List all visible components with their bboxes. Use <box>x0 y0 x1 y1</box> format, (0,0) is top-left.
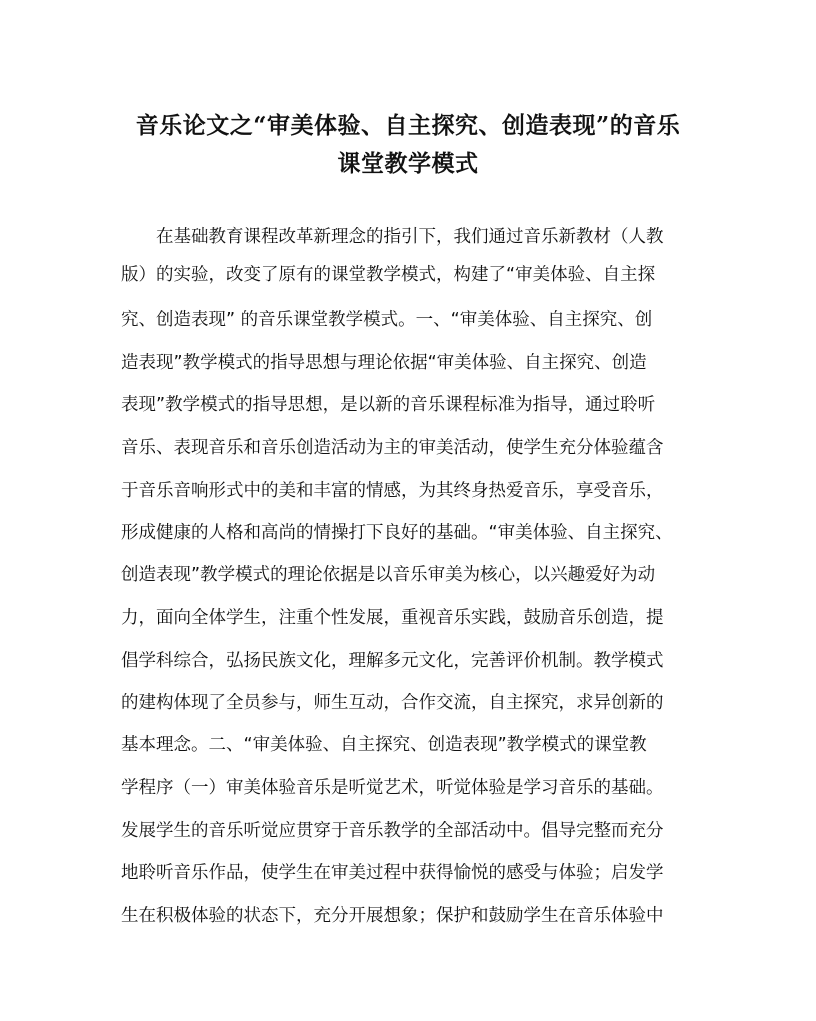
document-title-line-2: 课堂教学模式 <box>337 150 479 177</box>
document-title-line-1: 音乐论文之“审美体验、自主探究、创造表现”的音乐 <box>135 112 681 139</box>
body-line: 的建构体现了全员参与，师生互动，合作交流，自主探究，求异创新的 <box>121 693 664 713</box>
body-line: 力，面向全体学生，注重个性发展，重视音乐实践，鼓励音乐创造，提 <box>121 608 664 628</box>
body-line: 究、创造表现” 的音乐课堂教学模式。一、“审美体验、自主探究、创 <box>121 310 653 330</box>
body-line: 学程序（一）审美体验音乐是听觉艺术，听觉体验是学习音乐的基础。 <box>121 778 664 798</box>
body-line: 地聆听音乐作品，使学生在审美过程中获得愉悦的感受与体验；启发学 <box>121 863 664 883</box>
body-line: 在基础教育课程改革新理念的指引下，我们通过音乐新教材（人教 <box>121 227 664 247</box>
body-line: 音乐、表现音乐和音乐创造活动为主的审美活动，使学生充分体验蕴含 <box>121 438 664 458</box>
body-line: 倡学科综合，弘扬民族文化，理解多元文化，完善评价机制。教学模式 <box>121 651 664 671</box>
body-line: 于音乐音响形式中的美和丰富的情感，为其终身热爱音乐，享受音乐， <box>121 481 664 501</box>
body-line: 版）的实验，改变了原有的课堂教学模式，构建了“审美体验、自主探 <box>121 265 656 285</box>
body-line: 基本理念。二、“审美体验、自主探究、创造表现”教学模式的课堂教 <box>121 735 647 755</box>
body-line: 表现”教学模式的指导思想，是以新的音乐课程标准为指导，通过聆听 <box>121 395 656 415</box>
body-line: 形成健康的人格和高尚的情操打下良好的基础。“审美体验、自主探究、 <box>121 523 673 543</box>
body-line: 创造表现”教学模式的理论依据是以音乐审美为核心，以兴趣爱好为动 <box>121 565 656 585</box>
body-line: 造表现”教学模式的指导思想与理论依据“审美体验、自主探究、创造 <box>121 353 647 373</box>
body-line: 生在积极体验的状态下，充分开展想象；保护和鼓励学生在音乐体验中 <box>121 906 664 926</box>
body-line: 发展学生的音乐听觉应贯穿于音乐教学的全部活动中。倡导完整而充分 <box>121 821 664 841</box>
